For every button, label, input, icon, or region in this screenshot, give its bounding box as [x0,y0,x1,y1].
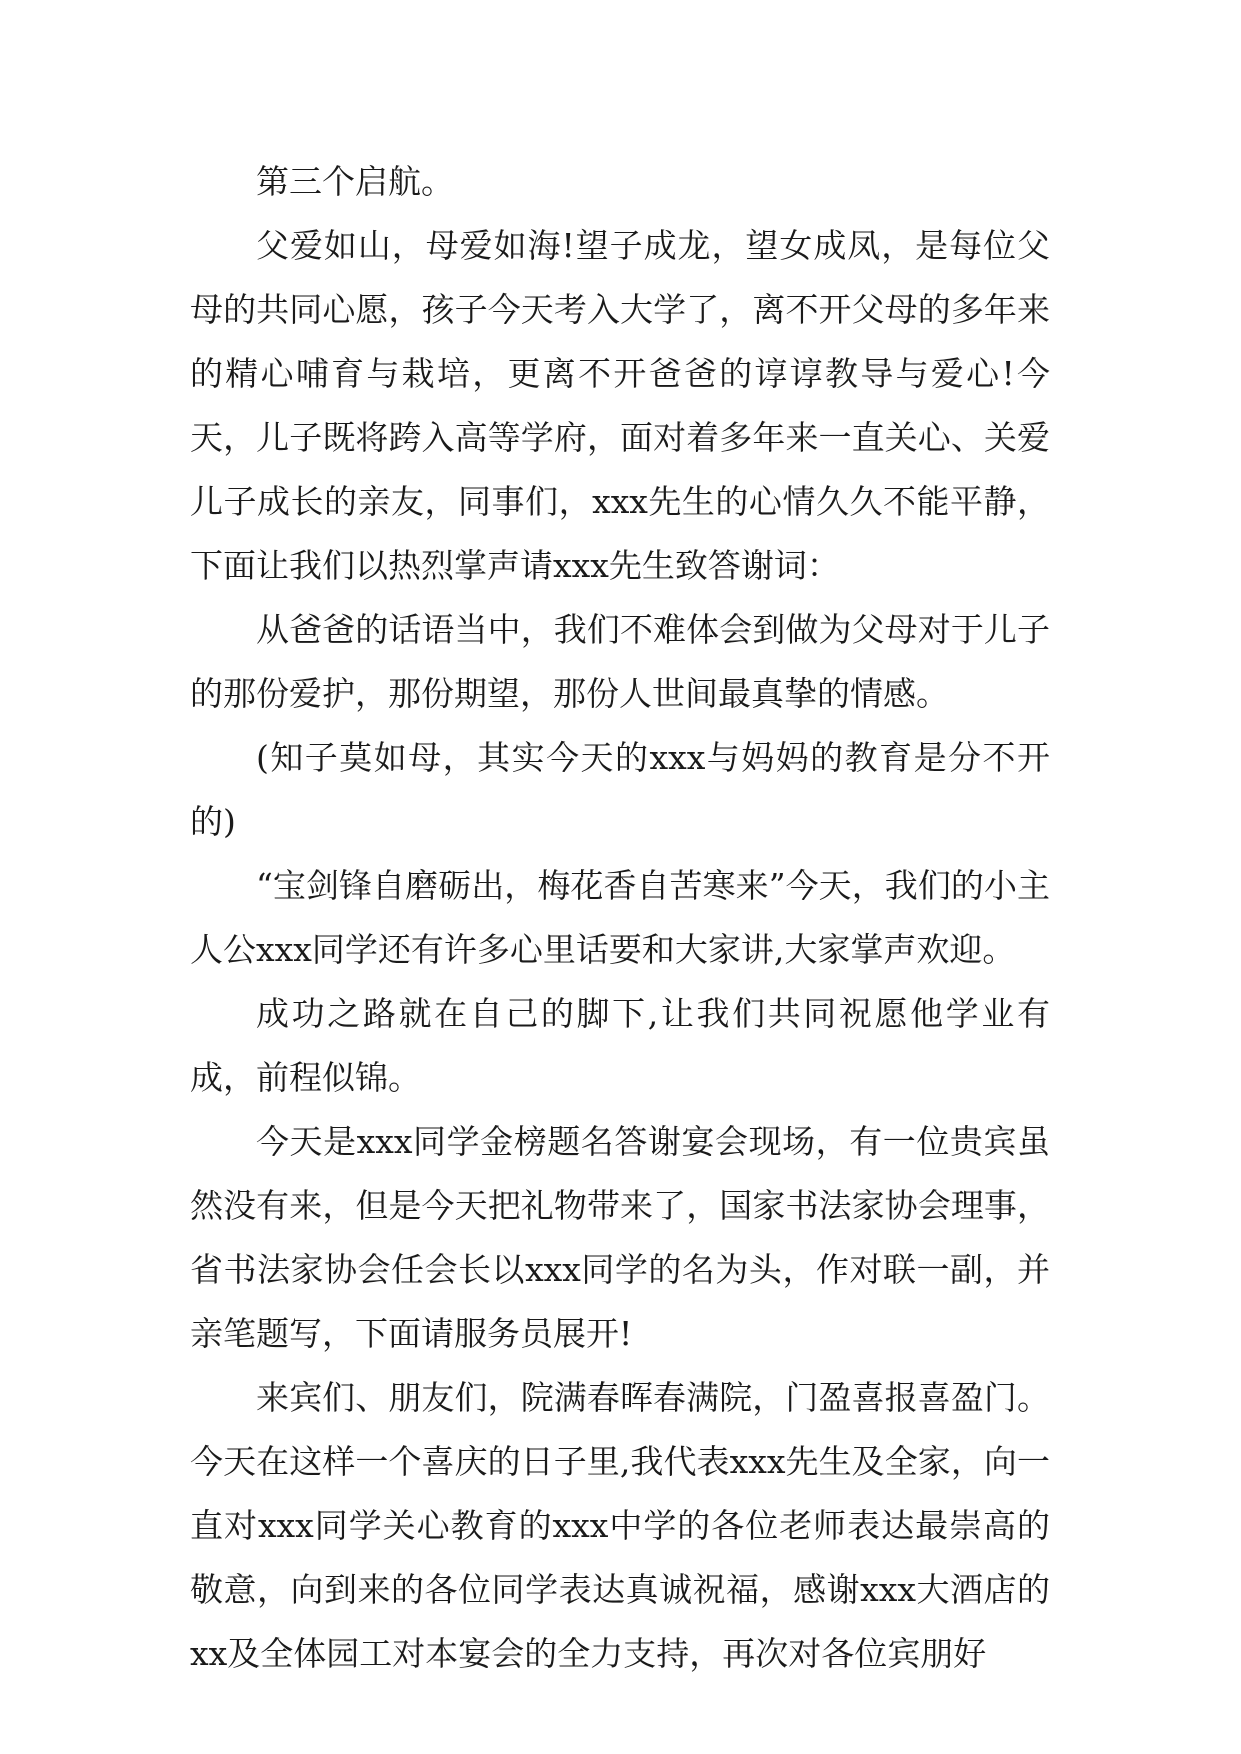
paragraph: 从爸爸的话语当中，我们不难体会到做为父母对于儿子的那份爱护，那份期望，那份人世间最真挚的情感。 [190,610,1050,713]
paragraph: “宝剑锋自磨砺出，梅花香自苦寒来”今天，我们的小主人公xxx同学还有许多心里话要和大家讲,大家掌声欢迎。 [190,866,1050,969]
paragraph: 今天是xxx同学金榜题名答谢宴会现场，有一位贵宾虽然没有来，但是今天把礼物带来了，国家书法家协会理事，省书法家协会任会长以xxx同学的名为头，作对联一副，并亲笔题写，下面请服务员展开! [190,1122,1050,1353]
paragraph: 父爱如山，母爱如海!望子成龙，望女成凤，是每位父母的共同心愿，孩子今天考入大学了，离不开父母的多年来的精心哺育与栽培，更离不开爸爸的谆谆教导与爱心!今天，儿子既将跨入高等学府，面对着多年来一直关心、关爱儿子成长的亲友，同事们，xxx先生的心情久久不能平静，下面让我们以热烈掌声请xxx先生致答谢词： [190,226,1050,585]
paragraph: 来宾们、朋友们，院满春晖春满院，门盈喜报喜盈门。今天在这样一个喜庆的日子里,我代表xxx先生及全家，向一直对xxx同学关心教育的xxx中学的各位老师表达最崇高的敬意，向到来的各位同学表达真诚祝福，感谢xxx大酒店的xx及全体园工对本宴会的全力支持，再次对各位宾朋好 [190,1378,1050,1673]
paragraph: 第三个启航。 [256,162,454,201]
paragraph: 成功之路就在自己的脚下,让我们共同祝愿他学业有成，前程似锦。 [190,994,1050,1097]
paragraph: (知子莫如母，其实今天的xxx与妈妈的教育是分不开的) [190,738,1050,841]
document-page [190,150,1050,1686]
